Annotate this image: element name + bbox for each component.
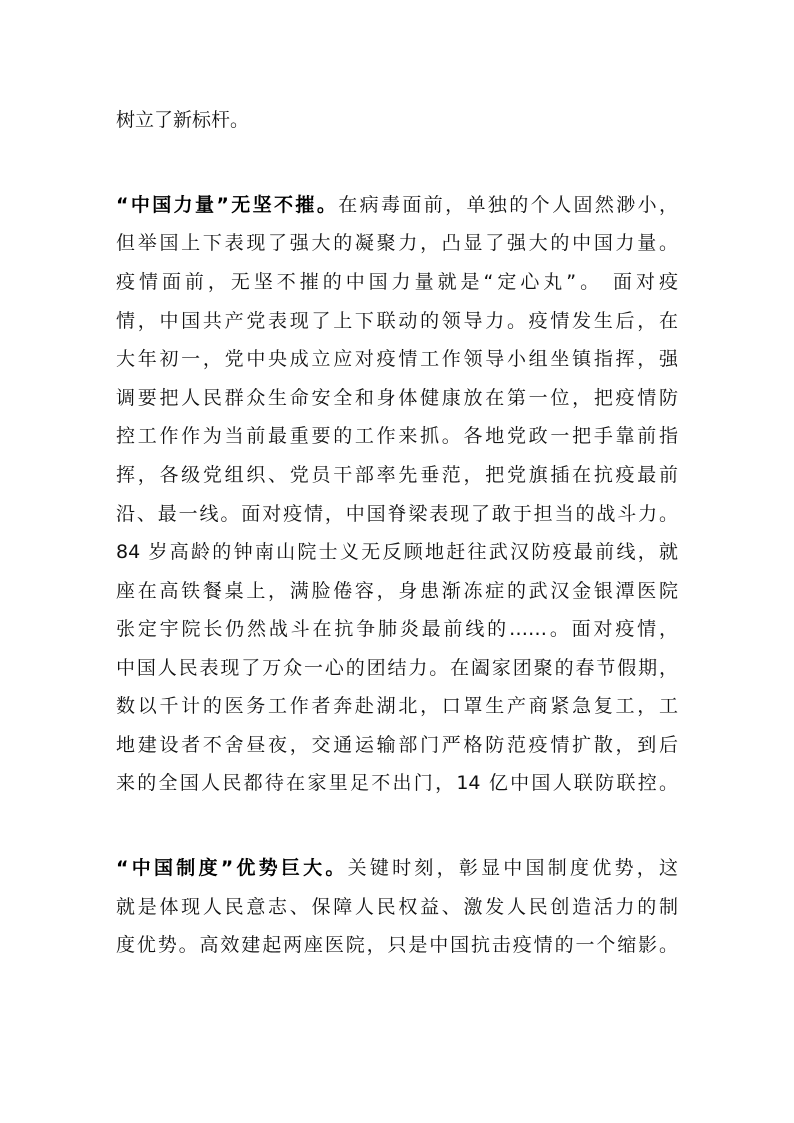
paragraph-2-line-12: 张定宇院长仍然战斗在抗争肺炎最前线的……。面对疫情，	[116, 618, 678, 640]
paragraph-2-line-15: 地建设者不舍昼夜，交通运输部门严格防范疫情扩散，到后	[116, 734, 678, 756]
paragraph-3-lead: “中国制度”优势巨大。	[116, 857, 348, 879]
paragraph-2-line-16: 来的全国人民都待在家里足不出门，14 亿中国人联防联控。	[116, 772, 678, 794]
paragraph-1-line-1: 树立了新标杆。	[116, 109, 250, 131]
paragraph-2-line-7: 控工作作为当前最重要的工作来抓。各地党政一把手靠前指	[116, 425, 678, 447]
paragraph-2-line-11: 座在高铁餐桌上，满脸倦容，身患渐冻症的武汉金银潭医院	[116, 580, 678, 602]
paragraph-2-line-1	[116, 193, 678, 217]
paragraph-2-line-13: 中国人民表现了万众一心的团结力。在阖家团聚的春节假期，	[116, 657, 678, 679]
paragraph-3-line-2: 就是体现人民意志、保障人民权益、激发人民创造活力的制	[116, 896, 678, 918]
paragraph-2-line-5: 大年初一，党中央成立应对疫情工作领导小组坐镇指挥，强	[116, 348, 678, 370]
paragraph-3-line-1-text: 关键时刻，彰显中国制度优势，这	[347, 857, 678, 879]
paragraph-2-lead: “中国力量”无坚不摧。	[116, 194, 339, 216]
paragraph-2-line-14: 数以千计的医务工作者奔赴湖北，口罩生产商紧急复工，工	[116, 695, 678, 717]
paragraph-2-line-6: 调要把人民群众生命安全和身体健康放在第一位，把疫情防	[116, 387, 678, 409]
paragraph-2-line-1-text: 在病毒面前，单独的个人固然渺小，	[338, 194, 678, 216]
paragraph-3-line-1	[116, 856, 678, 880]
paragraph-2-line-10: 84 岁高龄的钟南山院士义无反顾地赶往武汉防疫最前线，就	[116, 541, 678, 563]
paragraph-3-line-3: 度优势。高效建起两座医院，只是中国抗击疫情的一个缩影。	[116, 934, 678, 956]
paragraph-2-line-8: 挥，各级党组织、党员干部率先垂范，把党旗插在抗疫最前	[116, 464, 678, 486]
paragraph-2-line-9: 沿、最一线。面对疫情，中国脊梁表现了敢于担当的战斗力。	[116, 503, 678, 525]
paragraph-2-line-4: 情，中国共产党表现了上下联动的领导力。疫情发生后，在	[116, 310, 678, 332]
paragraph-2-line-2: 但举国上下表现了强大的凝聚力，凸显了强大的中国力量。	[116, 232, 678, 254]
paragraph-2-line-3: 疫情面前，无坚不摧的中国力量就是“定心丸”。 面对疫	[116, 271, 678, 293]
